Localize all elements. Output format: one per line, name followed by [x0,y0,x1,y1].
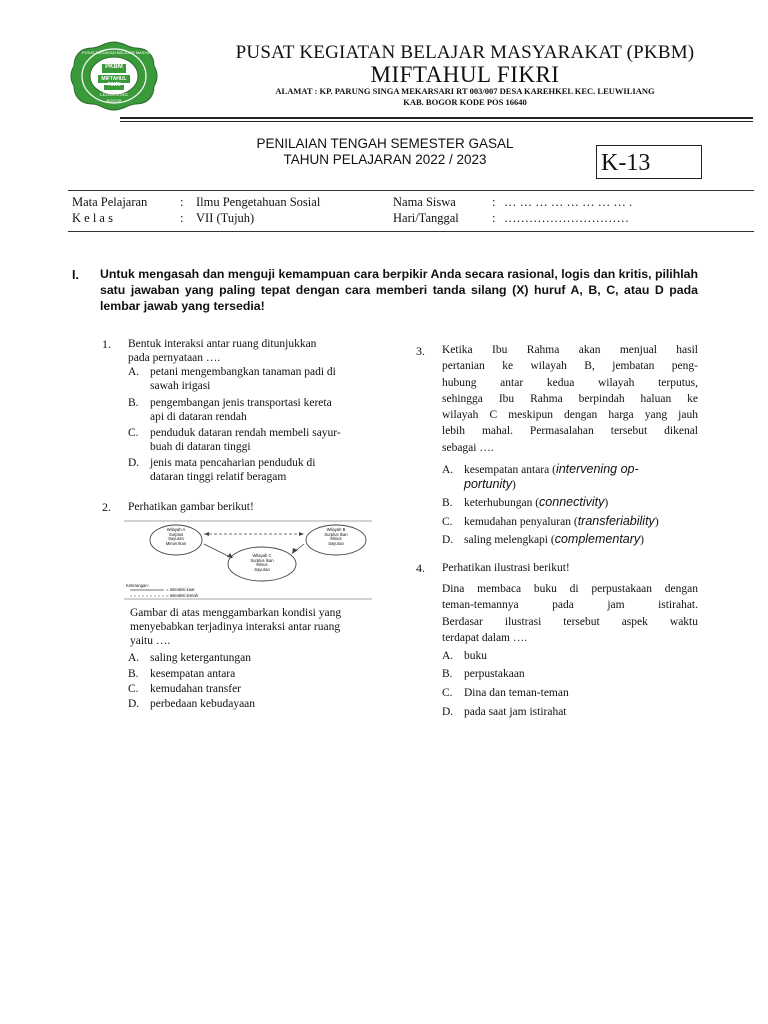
q2-option-a[interactable] [128,651,251,665]
option-letter: A. [128,652,140,664]
q3-option-a[interactable] [442,462,639,477]
q2-body-line1: Gambar di atas menggambarkan kondisi yang [130,607,342,619]
option-term-cont: portunity [464,477,512,491]
q4-line: Dina membaca buku di perpustakaan dengan [442,583,698,595]
info-rule-top [68,190,754,191]
option-letter: C. [442,687,453,699]
q2-prompt: Perhatikan gambar berikut! [128,501,254,513]
option-text: saling ketergantungan [150,652,252,664]
option-close: ) [511,479,516,491]
option-text: pada saat jam istirahat [464,706,567,718]
q4-number: 4. [416,561,425,575]
q1-text-line1: Bentuk interaksi antar ruang ditunjukkan [128,338,317,350]
option-text: jenis mata pencaharian penduduk di [150,457,316,469]
option-letter: C. [442,516,453,528]
logo-arc-text: PUSAT KEGIATAN BELAJAR MASYARAKAT [82,50,163,55]
subject-label: Mata Pelajaran [72,195,148,209]
q3-option-d[interactable] [442,532,644,547]
option-letter: B. [128,397,139,409]
org-name-line2: MIFTAHUL FIKRI [370,62,560,87]
header-rule-thin [120,121,753,122]
q2-option-d[interactable] [128,697,255,711]
node-label: Sayuran [254,566,270,572]
option-term: intervening op- [555,462,639,476]
node-label: Minus [330,536,342,542]
option-term: transferiability [577,514,655,528]
q1-option-a[interactable] [128,365,336,379]
option-text: pengembangan jenis transportasi kereta [150,397,332,409]
option-letter: D. [442,534,454,546]
q2-body-line3: yaitu …. [130,635,171,647]
option-text: petani mengembangkan tanaman padi di [150,366,336,378]
section-number: I. [72,268,79,282]
node-label: Sayuran [328,540,344,546]
q4-text [442,581,698,646]
option-text: kemudahan penyaluran ( [464,516,578,528]
exam-title: PENILAIAN TENGAH SEMESTER GASAL [256,136,514,151]
option-text: kemudahan transfer [150,683,242,695]
q3-text [442,342,698,456]
q3-option-c[interactable] [442,514,659,529]
q4-option-a[interactable] [442,649,487,663]
q1-option-b[interactable] [128,396,332,410]
q4-line: terdapat dalam …. [442,631,528,644]
instructions-text: Untuk mengasah dan menguji kemampuan cara berpikir Anda secara rasional, logis dan kritis, pilihlah satu jawaban yang paling tepat dengan cara memberi tanda silang (X) huruf A, B, C, atau D pada lembar jawab yang tersedia! [100,267,698,313]
q3-option-b[interactable] [442,495,608,510]
node-wilayah-b [318,528,354,546]
header-rule-thick [120,117,753,119]
q3-option-a-cont [464,477,516,492]
option-text: kesempatan antara [150,668,236,680]
option-close: ) [604,497,609,509]
q4-option-c[interactable] [442,686,569,700]
node-label: Surplus Ikan [324,531,348,537]
student-name-field: … … … … … … … … . [504,195,633,209]
curriculum-badge: K-13 [596,145,702,179]
option-letter: B. [442,668,453,680]
q2-number: 2. [102,500,111,514]
node-label: Surplus [168,531,184,537]
option-text: kesempatan antara ( [464,464,556,476]
option-text: perpustakaan [464,668,525,680]
q3-line: hubung antar kedua wilayah terputus, [442,376,698,389]
option-letter: C. [128,427,139,439]
q4-prompt: Perhatikan ilustrasi berikut! [442,562,570,574]
option-letter: A. [442,464,454,476]
q2-option-b[interactable] [128,667,235,681]
option-close: ) [640,534,644,546]
option-text: perbedaan kebudayaan [150,698,256,710]
pkbm-logo [68,40,163,112]
q1-option-c[interactable] [128,426,341,440]
q4-line: teman-temannya pada jam istirahat. [442,599,698,612]
q2-option-c[interactable] [128,682,241,696]
node-label: Sayuran [168,536,184,542]
node-label: Minus Ikan [165,540,187,546]
org-name-line1: PUSAT KEGIATAN BELAJAR MASYARAKAT (PKBM) [235,42,695,63]
node-label: Wilayah B [326,527,346,532]
node-label: Wilayah A [166,527,186,532]
node-label: Wilayah C [252,553,272,558]
option-term: connectivity [539,495,605,509]
address-line1: ALAMAT : KP. PARUNG SINGA MEKARSARI RT 003/007 DESA KAREHKEL KEC. LEUWILIANG [275,86,655,96]
legend-weak: = Interaksi lemah [166,593,199,598]
option-text: penduduk dataran rendah membeli sayur- [150,427,341,439]
q3-line: lebih mahal. Permasalahan tersebut dikenal [442,425,698,438]
option-letter: B. [442,497,453,509]
q3-line: sehingga Ibu Rahma berpindah haluan ke [442,392,698,405]
student-name-colon: : [492,195,496,209]
date-label: Hari/Tanggal [393,211,459,225]
q3-line: sebagai …. [442,441,494,454]
option-text: Dina dan teman-teman [464,687,569,699]
legend-title: Keterangan: [126,583,149,588]
class-value: VII (Tujuh) [196,211,255,225]
q1-option-d-cont: dataran tinggi relatif beragam [150,471,287,483]
q1-option-a-cont: sawah irigasi [150,380,211,392]
option-letter: D. [442,706,454,718]
subject-value: Ilmu Pengetahuan Sosial [196,195,321,209]
option-letter: C. [128,683,139,695]
subject-colon: : [180,195,184,209]
exam-year: TAHUN PELAJARAN 2022 / 2023 [283,152,487,167]
option-letter: D. [128,698,140,710]
q4-option-b[interactable] [442,667,525,681]
q1-text-line2: pada pernyataan …. [128,352,221,364]
q3-line: Ketika Ibu Rahma akan menjual hasil [442,344,698,356]
option-close: ) [654,516,659,528]
option-text: keterhubungan ( [464,497,540,509]
node-label: Surplus Ikan [250,557,274,563]
node-label: Minus [256,562,268,568]
logo-center-text: PKBM [105,64,123,70]
info-rule-bottom [68,231,754,232]
option-letter: A. [442,650,454,662]
option-letter: D. [128,457,140,469]
option-letter: A. [128,366,140,378]
interaction-diagram [124,520,372,600]
q2-body-line2: menyebabkan terjadinya interaksi antar ruang [130,621,341,633]
q1-number: 1. [102,337,111,351]
class-colon: : [180,211,184,225]
q1-option-d[interactable] [128,456,315,470]
q3-line: wilayah C meskipun dengan harga yang jauh [442,409,698,422]
option-text: buku [464,650,487,662]
option-term: complementary [554,532,641,546]
q3-line: pertanian ke wilayah B, jembatan peng- [442,360,698,373]
logo-region: BOGOR [106,98,122,103]
q4-line: Berdasar ilustrasi tersebut aspek waktu [442,615,698,628]
q1-option-c-cont: buah di dataran tinggi [150,441,251,453]
logo-place: LEUWILIANG [100,92,128,97]
q4-option-d[interactable] [442,705,567,719]
logo-name: MIFTAHUL FIKRI [101,76,127,88]
node-wilayah-a [160,528,192,546]
date-field: ………………………… [504,211,629,225]
q3-number: 3. [416,344,425,358]
option-letter: B. [128,668,139,680]
student-name-label: Nama Siswa [393,195,456,209]
class-label: K e l a s [72,211,113,225]
address-line2: KAB. BOGOR KODE POS 16640 [403,97,527,107]
node-wilayah-c [244,554,280,572]
date-colon: : [492,211,496,225]
legend-strong: = Interaksi kuat [166,587,195,592]
option-text: saling melengkapi ( [464,534,555,546]
q1-option-b-cont: api di dataran rendah [150,411,247,423]
